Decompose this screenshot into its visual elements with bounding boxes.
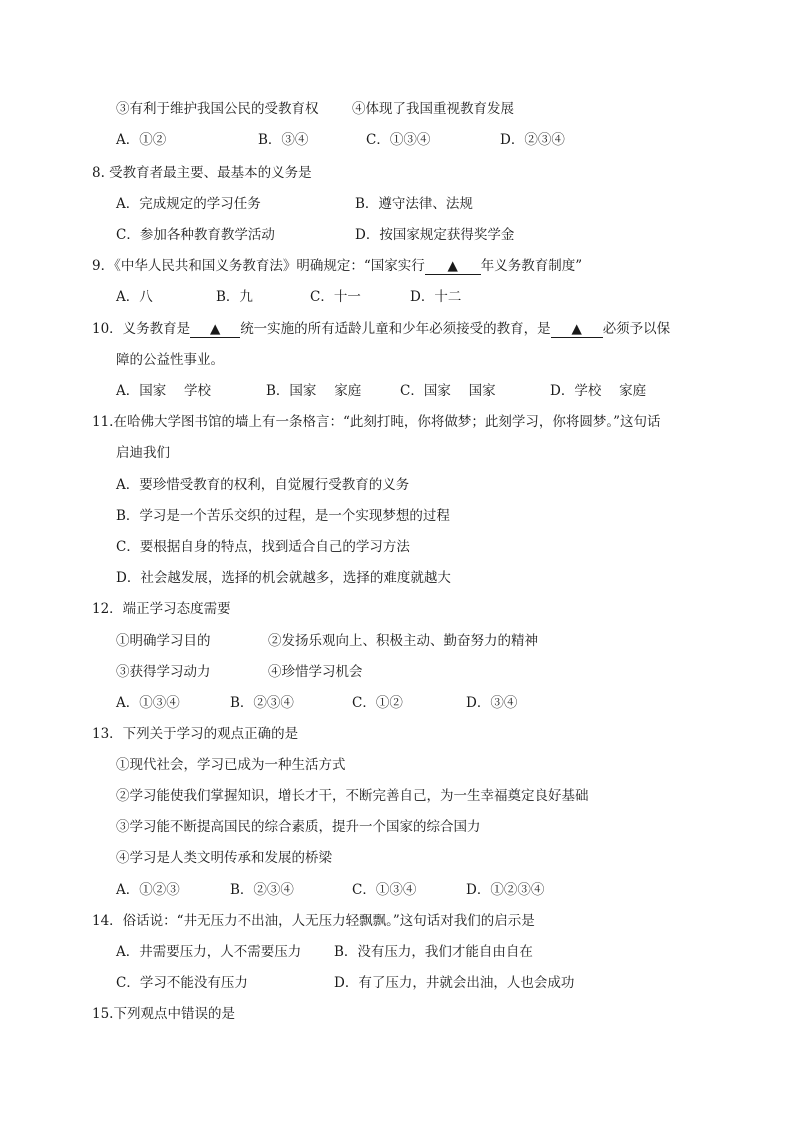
q9-answer-blank[interactable]: ▲ (425, 258, 481, 275)
q13-option-d[interactable]: D．①②③④ (466, 882, 545, 898)
q10-stem-line1 (92, 320, 670, 338)
q11-stem-line2: 启迪我们 (116, 445, 170, 461)
q10-stem-part-c: 必须予以保 (602, 321, 671, 337)
q8-option-d[interactable]: D．按国家规定获得奖学金 (355, 227, 515, 243)
q7-item-3: ③有利于维护我国公民的受教育权 (116, 101, 319, 117)
q12-item-2: ②发扬乐观向上、积极主动、勤奋努力的精神 (268, 633, 538, 649)
q14-option-d[interactable]: D．有了压力，井就会出油，人也会成功 (334, 975, 575, 991)
q9-stem-part-b: 年义务教育制度” (480, 258, 583, 274)
q12-option-c[interactable]: C．①② (352, 695, 403, 711)
q12-item-3: ③获得学习动力 (116, 664, 211, 680)
q7-option-c[interactable]: C．①③④ (366, 132, 431, 148)
q11-option-a[interactable]: A．要珍惜受教育的权利，自觉履行受教育的义务 (116, 477, 410, 493)
q13-option-a[interactable]: A．①②③ (116, 882, 180, 898)
q12-stem: 12．端正学习态度需要 (92, 601, 231, 617)
q14-stem: 14．俗话说：“井无压力不出油，人无压力轻飘飘。”这句话对我们的启示是 (92, 913, 535, 929)
q11-option-d[interactable]: D．社会越发展，选择的机会就越多，选择的难度就越大 (116, 570, 451, 586)
q14-option-c[interactable]: C．学习不能没有压力 (116, 975, 248, 991)
q12-option-b[interactable]: B．②③④ (230, 695, 294, 711)
q11-stem-line1: 11.在哈佛大学图书馆的墙上有一条格言：“此刻打盹，你将做梦；此刻学习，你将圆梦。”这句话 (92, 414, 661, 430)
q10-option-a[interactable]: A．国家 学校 (116, 383, 212, 399)
q14-option-a[interactable]: A．井需要压力，人不需要压力 (116, 944, 302, 960)
q13-stem: 13．下列关于学习的观点正确的是 (92, 726, 299, 742)
q9-option-b[interactable]: B．九 (216, 289, 253, 305)
q12-item-4: ④珍惜学习机会 (268, 664, 363, 680)
q10-option-d[interactable]: D．学校 家庭 (550, 383, 647, 399)
q13-option-c[interactable]: C．①③④ (352, 882, 417, 898)
q14-option-b[interactable]: B．没有压力，我们才能自由自在 (334, 944, 533, 960)
q13-item-1: ①现代社会，学习已成为一种生活方式 (116, 757, 346, 773)
q8-stem: 8. 受教育者最主要、最基本的义务是 (92, 165, 312, 181)
q10-answer-blank-1[interactable]: ▲ (190, 321, 240, 338)
q10-option-c[interactable]: C．国家 国家 (400, 383, 496, 399)
q9-option-d[interactable]: D．十二 (410, 289, 462, 305)
q11-option-b[interactable]: B．学习是一个苦乐交织的过程，是一个实现梦想的过程 (116, 508, 450, 524)
q12-item-1: ①明确学习目的 (116, 633, 211, 649)
q10-stem-part-b: 统一实施的所有适龄儿童和少年必须接受的教育，是 (240, 321, 551, 337)
q7-option-d[interactable]: D．②③④ (500, 132, 565, 148)
q13-item-4: ④学习是人类文明传承和发展的桥梁 (116, 850, 332, 866)
q15-stem: 15.下列观点中错误的是 (92, 1006, 235, 1022)
q13-item-3: ③学习能不断提高国民的综合素质，提升一个国家的综合国力 (116, 819, 481, 835)
q7-option-a[interactable]: A．①② (116, 132, 167, 148)
q12-option-a[interactable]: A．①③④ (116, 695, 180, 711)
q10-stem-part-a: 10．义务教育是 (92, 321, 191, 337)
q9-option-a[interactable]: A．八 (116, 289, 153, 305)
q9-option-c[interactable]: C．十一 (310, 289, 361, 305)
q11-option-c[interactable]: C．要根据自身的特点，找到适合自己的学习方法 (116, 539, 410, 555)
q8-option-c[interactable]: C．参加各种教育教学活动 (116, 227, 275, 243)
q12-option-d[interactable]: D．③④ (466, 695, 518, 711)
q7-item-4: ④体现了我国重视教育发展 (352, 101, 514, 117)
q9-stem (92, 257, 582, 275)
q13-option-b[interactable]: B．②③④ (230, 882, 294, 898)
q10-option-b[interactable]: B．国家 家庭 (266, 383, 362, 399)
q7-option-b[interactable]: B．③④ (258, 132, 309, 148)
q8-option-b[interactable]: B．遵守法律、法规 (355, 196, 473, 212)
q9-stem-part-a: 9．《中华人民共和国义务教育法》明确规定：“国家实行 (92, 258, 425, 274)
q10-stem-line2: 障的公益性事业。 (116, 352, 224, 368)
q10-answer-blank-2[interactable]: ▲ (551, 321, 603, 338)
q13-item-2: ②学习能使我们掌握知识，增长才干，不断完善自己，为一生幸福奠定良好基础 (116, 788, 589, 804)
q8-option-a[interactable]: A．完成规定的学习任务 (116, 196, 261, 212)
